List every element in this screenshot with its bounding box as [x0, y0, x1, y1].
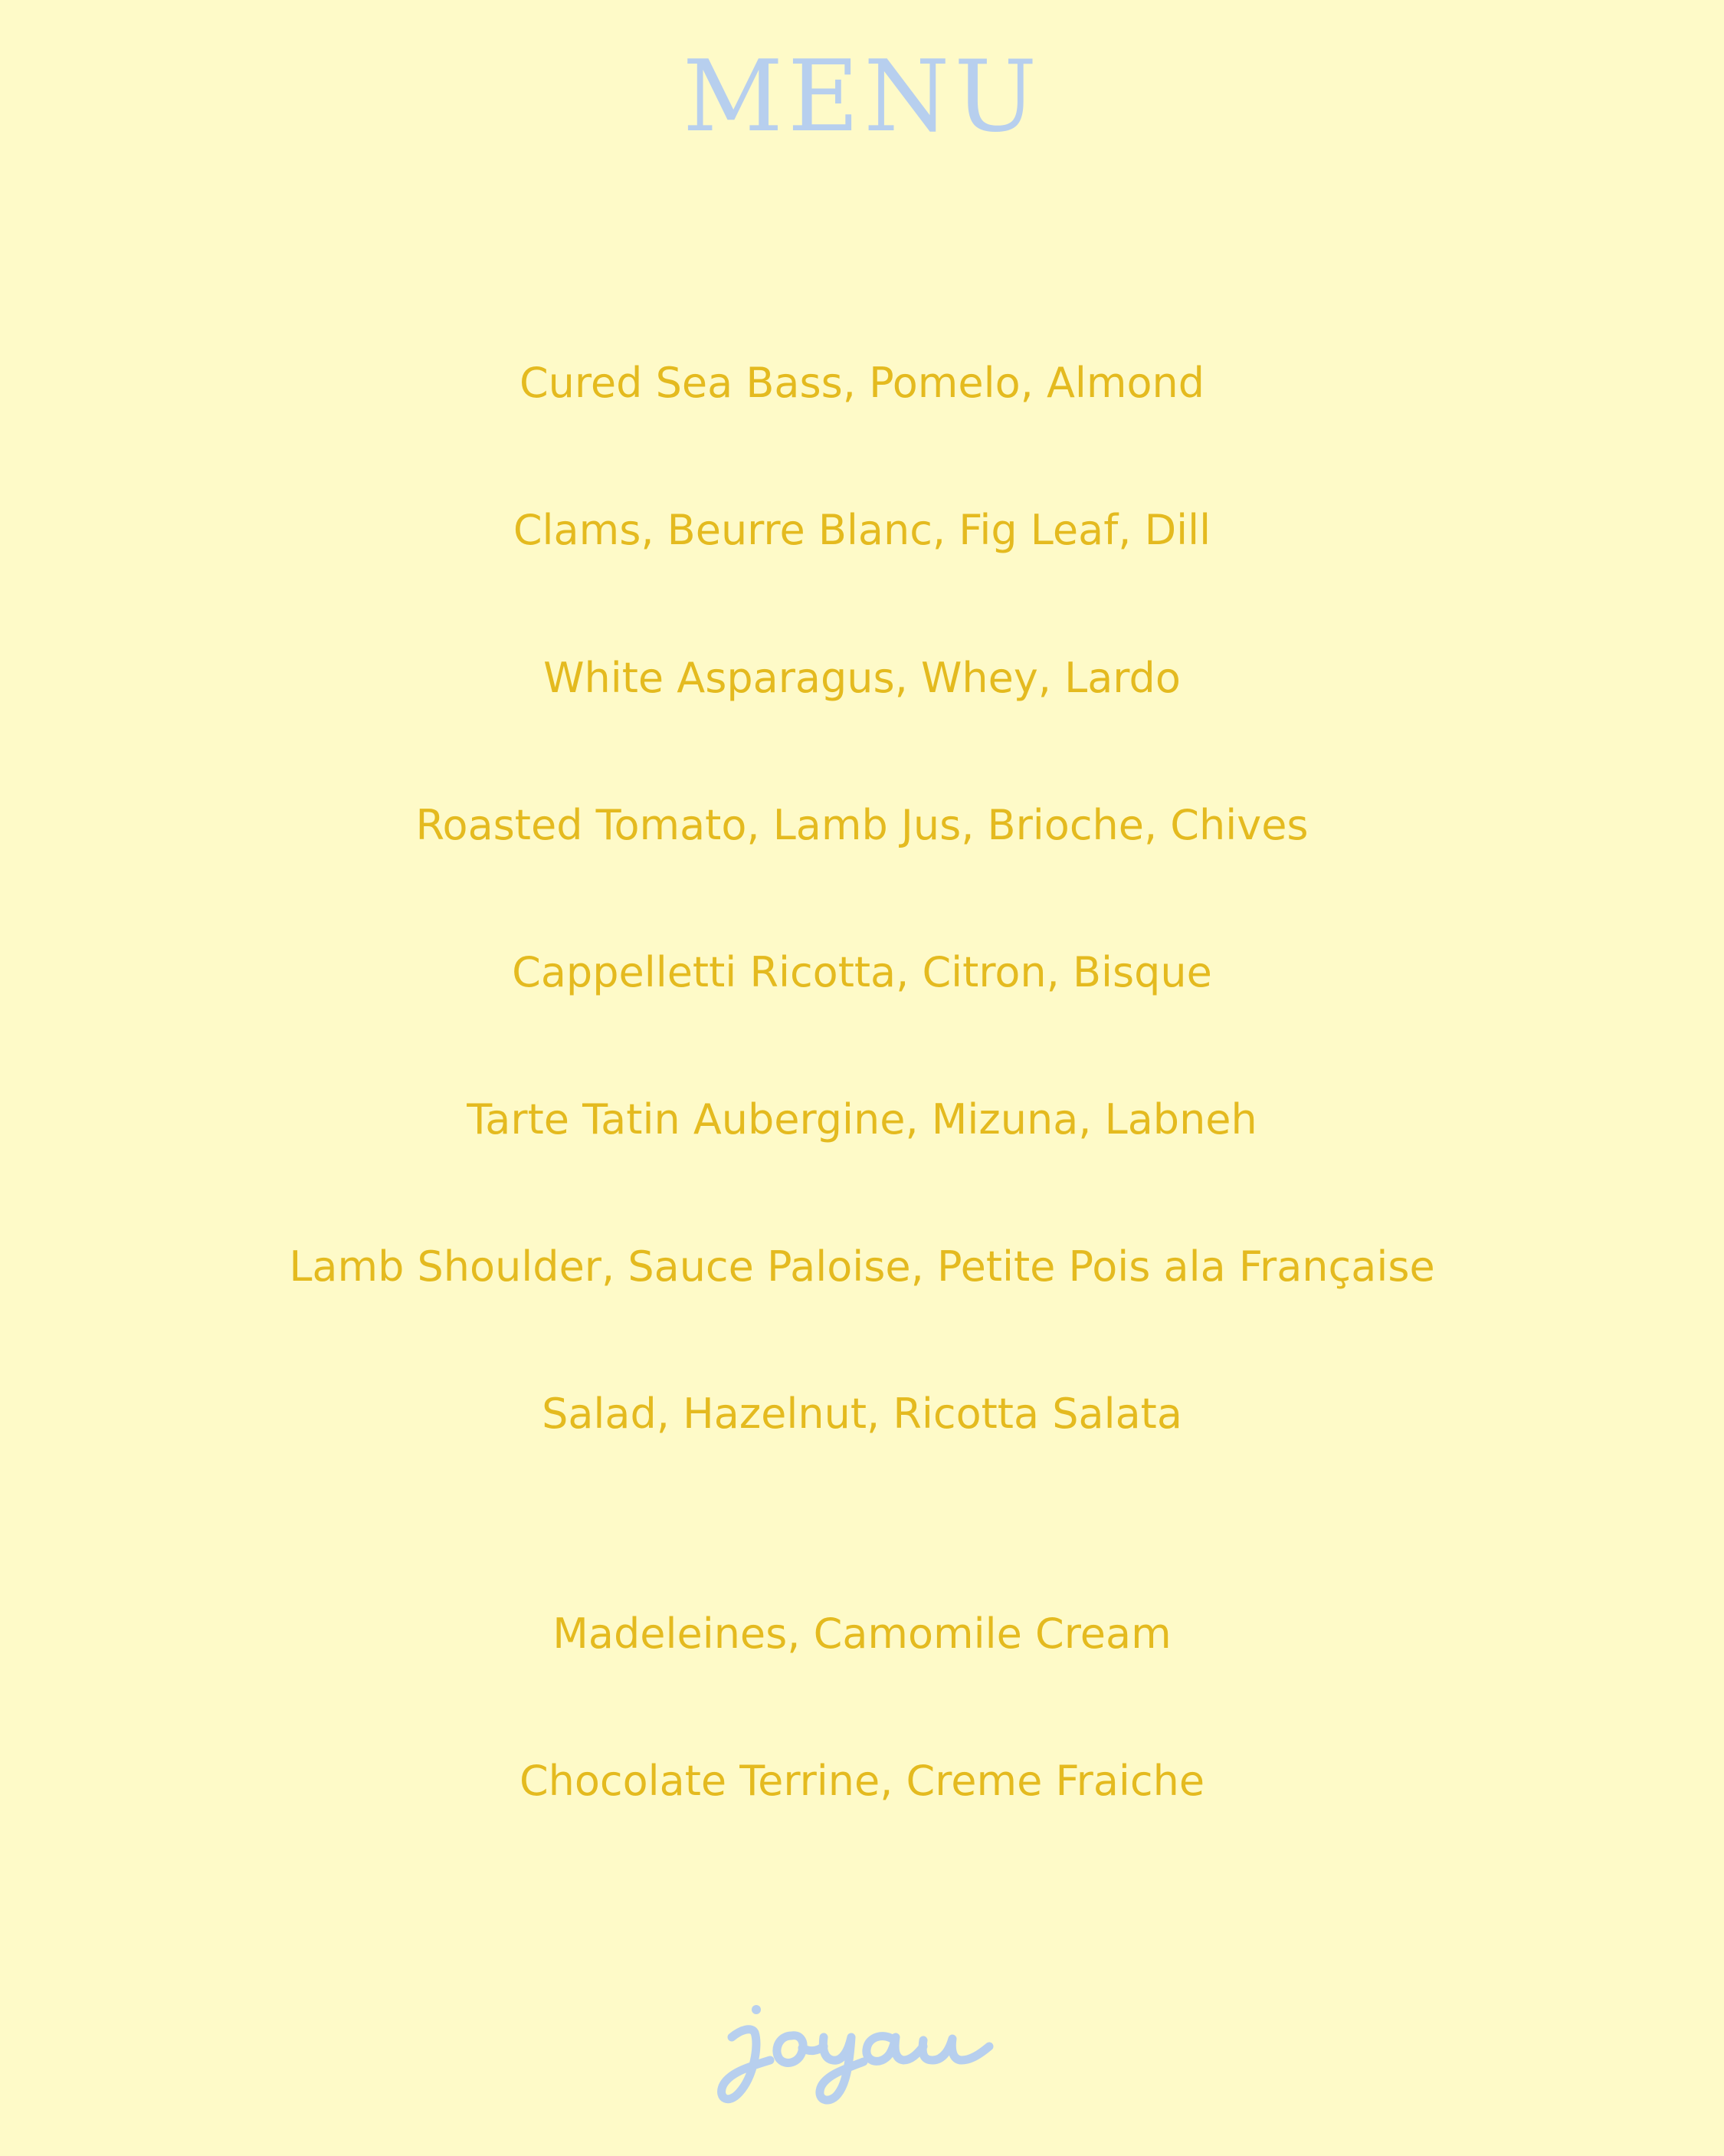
joyau-logo-icon [716, 1993, 1008, 2108]
dish-item: Tarte Tatin Aubergine, Mizuna, Labneh [467, 1095, 1257, 1144]
dish-item: Lamb Shoulder, Sauce Paloise, Petite Pois ala Française [289, 1242, 1435, 1291]
dish-item: Salad, Hazelnut, Ricotta Salata [542, 1390, 1182, 1438]
menu-title: MENU [682, 40, 1042, 154]
dish-item: Cappelletti Ricotta, Citron, Bisque [512, 948, 1212, 996]
dish-item: Chocolate Terrine, Creme Fraiche [519, 1757, 1205, 1805]
dish-item: White Asparagus, Whey, Lardo [543, 654, 1181, 702]
dish-item: Madeleines, Camomile Cream [552, 1610, 1172, 1658]
dish-item: Roasted Tomato, Lamb Jus, Brioche, Chives [415, 801, 1309, 849]
dish-item: Clams, Beurre Blanc, Fig Leaf, Dill [513, 506, 1211, 554]
dish-item: Cured Sea Bass, Pomelo, Almond [519, 359, 1205, 407]
